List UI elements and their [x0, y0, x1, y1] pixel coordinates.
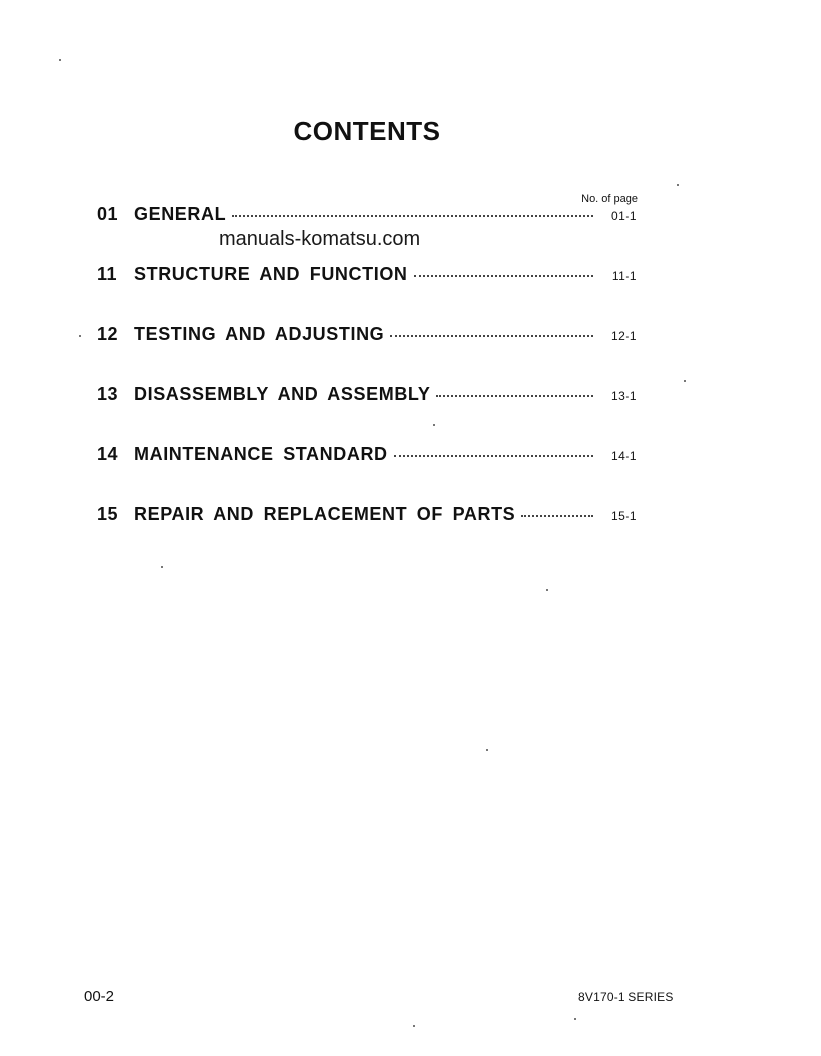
toc-page: 11-1 [611, 269, 637, 283]
scan-speck [79, 335, 81, 337]
toc-number: 15 [97, 504, 119, 524]
scan-speck [574, 1018, 576, 1020]
scan-speck [684, 380, 686, 382]
toc-leader [414, 275, 593, 277]
toc-title: TESTING AND ADJUSTING [134, 324, 385, 344]
toc-row[interactable] [97, 324, 637, 348]
toc-page: 14-1 [610, 449, 637, 463]
scan-speck [677, 184, 679, 186]
toc-leader [436, 395, 593, 397]
toc-page: 12-1 [610, 329, 637, 343]
toc-leader [232, 215, 593, 217]
toc-leader [521, 515, 593, 517]
toc-title: REPAIR AND REPLACEMENT OF PARTS [134, 504, 516, 524]
toc-row[interactable] [97, 384, 637, 408]
toc-number: 11 [97, 264, 118, 284]
scan-speck [413, 1025, 415, 1027]
toc-page: 13-1 [610, 389, 637, 403]
toc-leader [390, 335, 593, 337]
toc-title: STRUCTURE AND FUNCTION [134, 264, 408, 284]
toc-title: MAINTENANCE STANDARD [134, 444, 388, 464]
toc-number: 13 [97, 384, 119, 404]
page-title: CONTENTS [293, 116, 441, 146]
toc-page: 01-1 [610, 209, 637, 223]
toc-number: 14 [97, 444, 119, 464]
footer-page-number: 00-2 [84, 988, 115, 1005]
scan-speck [486, 749, 488, 751]
footer-series: 8V170-1 SERIES [578, 990, 674, 1004]
toc-number: 12 [97, 324, 119, 344]
scan-speck [161, 566, 163, 568]
toc-title: DISASSEMBLY AND ASSEMBLY [134, 384, 431, 404]
toc-row[interactable] [97, 204, 637, 228]
toc-page: 15-1 [610, 509, 637, 523]
watermark-text: manuals-komatsu.com [219, 228, 421, 250]
toc-row[interactable] [97, 504, 637, 528]
scan-speck [546, 589, 548, 591]
scan-speck [433, 424, 435, 426]
toc-number: 01 [97, 204, 119, 224]
toc-row[interactable] [97, 444, 637, 468]
toc-row[interactable] [97, 264, 637, 288]
page-column-header: No. of page [581, 193, 638, 205]
scan-speck [59, 59, 61, 61]
toc-leader [394, 455, 593, 457]
toc-title: GENERAL [134, 204, 227, 224]
